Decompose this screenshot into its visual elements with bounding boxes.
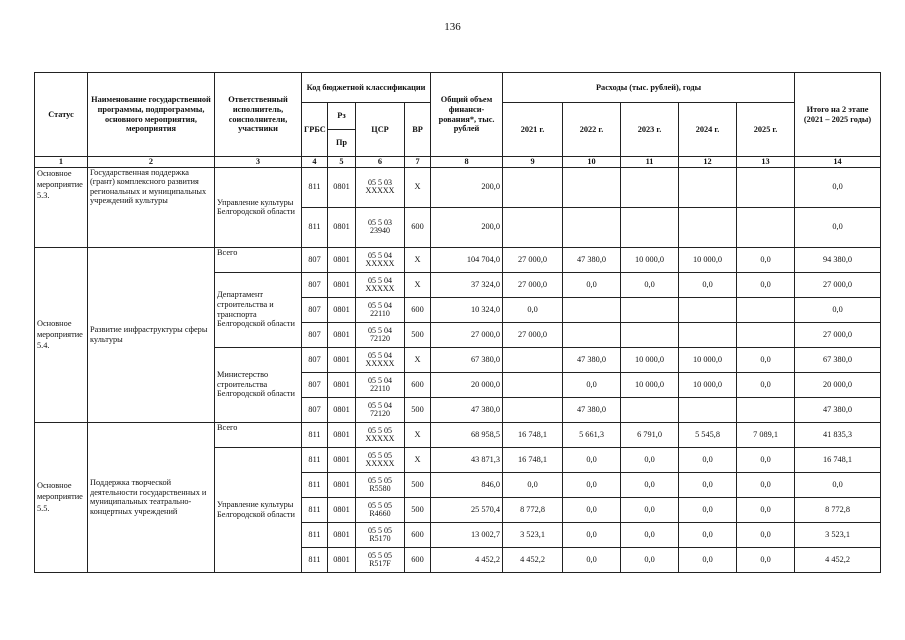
header-2023: 2023 г.: [621, 103, 679, 157]
year-2023-cell: [621, 397, 679, 422]
grbs-cell: 807: [302, 247, 328, 272]
year-2025-cell: 0,0: [737, 372, 795, 397]
vr-cell: X: [405, 447, 431, 472]
header-csr: ЦСР: [356, 103, 405, 157]
header-vr: ВР: [405, 103, 431, 157]
vr-cell: 500: [405, 472, 431, 497]
total-fin-cell: 4 452,2: [431, 547, 503, 572]
rz-pr-cell: 0801: [328, 272, 356, 297]
header-2021: 2021 г.: [503, 103, 563, 157]
header-rz: Рз: [328, 103, 356, 130]
grbs-cell: 811: [302, 472, 328, 497]
total-fin-cell: 200,0: [431, 207, 503, 247]
column-number: 10: [563, 157, 621, 168]
grbs-cell: 811: [302, 522, 328, 547]
year-2022-cell: 0,0: [563, 547, 621, 572]
name-cell: Развитие инфраструктуры сферы культуры: [88, 247, 215, 422]
total-fin-cell: 68 958,5: [431, 422, 503, 447]
year-2025-cell: 0,0: [737, 447, 795, 472]
total-fin-cell: 27 000,0: [431, 322, 503, 347]
year-2023-cell: [621, 322, 679, 347]
total-fin-cell: 10 324,0: [431, 297, 503, 322]
vr-cell: 600: [405, 372, 431, 397]
year-2022-cell: 0,0: [563, 447, 621, 472]
name-cell: Поддержка творческой деятельности государственных и муниципальных театрально-концертных учреждений: [88, 422, 215, 572]
total-fin-cell: 37 324,0: [431, 272, 503, 297]
total-fin-cell: 25 570,4: [431, 497, 503, 522]
header-2025: 2025 г.: [737, 103, 795, 157]
itogo-cell: 27 000,0: [795, 322, 881, 347]
vr-cell: X: [405, 272, 431, 297]
year-2023-cell: [621, 167, 679, 207]
column-number: 14: [795, 157, 881, 168]
itogo-cell: 47 380,0: [795, 397, 881, 422]
year-2024-cell: 0,0: [679, 447, 737, 472]
year-2025-cell: 0,0: [737, 247, 795, 272]
csr-cell: 05 5 04 XXXXX: [356, 272, 405, 297]
itogo-cell: 3 523,1: [795, 522, 881, 547]
rz-pr-cell: 0801: [328, 372, 356, 397]
csr-cell: 05 5 05 R5580: [356, 472, 405, 497]
year-2025-cell: 0,0: [737, 522, 795, 547]
csr-cell: 05 5 04 72120: [356, 397, 405, 422]
rz-pr-cell: 0801: [328, 322, 356, 347]
csr-cell: 05 5 05 R4660: [356, 497, 405, 522]
year-2023-cell: 0,0: [621, 272, 679, 297]
column-number: 8: [431, 157, 503, 168]
year-2021-cell: 27 000,0: [503, 322, 563, 347]
header-executor: Ответственный исполнитель, соисполнители, участники: [215, 73, 302, 157]
year-2021-cell: [503, 372, 563, 397]
grbs-cell: 807: [302, 322, 328, 347]
itogo-cell: 4 452,2: [795, 547, 881, 572]
executor-cell: Департамент строительства и транспорта Белгородской области: [215, 272, 302, 347]
vr-cell: 600: [405, 522, 431, 547]
year-2021-cell: 3 523,1: [503, 522, 563, 547]
itogo-cell: 20 000,0: [795, 372, 881, 397]
csr-cell: 05 5 04 22110: [356, 297, 405, 322]
header-status: Статус: [35, 73, 88, 157]
vr-cell: 600: [405, 297, 431, 322]
year-2024-cell: 0,0: [679, 547, 737, 572]
year-2024-cell: [679, 207, 737, 247]
grbs-cell: 811: [302, 547, 328, 572]
year-2024-cell: 10 000,0: [679, 247, 737, 272]
total-fin-cell: 43 871,3: [431, 447, 503, 472]
status-cell: Основное мероприятие 5.5.: [35, 422, 88, 572]
executor-cell: Министерство строительства Белгородской области: [215, 347, 302, 422]
executor-cell: Всего: [215, 247, 302, 272]
total-fin-cell: 47 380,0: [431, 397, 503, 422]
year-2021-cell: [503, 167, 563, 207]
grbs-cell: 807: [302, 272, 328, 297]
itogo-cell: 27 000,0: [795, 272, 881, 297]
budget-table: [34, 72, 881, 573]
total-fin-cell: 67 380,0: [431, 347, 503, 372]
year-2024-cell: 0,0: [679, 472, 737, 497]
csr-cell: 05 5 05 R5170: [356, 522, 405, 547]
column-number: 5: [328, 157, 356, 168]
year-2021-cell: [503, 397, 563, 422]
year-2023-cell: 0,0: [621, 547, 679, 572]
csr-cell: 05 5 05 R517F: [356, 547, 405, 572]
column-number: 4: [302, 157, 328, 168]
grbs-cell: 811: [302, 167, 328, 207]
itogo-cell: 0,0: [795, 472, 881, 497]
grbs-cell: 807: [302, 347, 328, 372]
grbs-cell: 807: [302, 297, 328, 322]
rz-pr-cell: 0801: [328, 472, 356, 497]
year-2025-cell: 0,0: [737, 472, 795, 497]
table-row: [35, 167, 881, 207]
column-numbers-row: [35, 157, 881, 168]
csr-cell: 05 5 04 72120: [356, 322, 405, 347]
year-2025-cell: [737, 167, 795, 207]
table-row: [35, 422, 881, 447]
rz-pr-cell: 0801: [328, 167, 356, 207]
year-2023-cell: 0,0: [621, 522, 679, 547]
year-2022-cell: 0,0: [563, 522, 621, 547]
year-2022-cell: 0,0: [563, 372, 621, 397]
table-row: [35, 247, 881, 272]
year-2021-cell: 8 772,8: [503, 497, 563, 522]
grbs-cell: 811: [302, 422, 328, 447]
year-2022-cell: [563, 167, 621, 207]
vr-cell: 600: [405, 547, 431, 572]
csr-cell: 05 5 04 XXXXX: [356, 347, 405, 372]
year-2021-cell: [503, 207, 563, 247]
year-2023-cell: 6 791,0: [621, 422, 679, 447]
year-2025-cell: [737, 397, 795, 422]
rz-pr-cell: 0801: [328, 397, 356, 422]
year-2021-cell: 16 748,1: [503, 447, 563, 472]
year-2023-cell: 0,0: [621, 472, 679, 497]
year-2022-cell: 0,0: [563, 272, 621, 297]
itogo-cell: 16 748,1: [795, 447, 881, 472]
itogo-cell: 0,0: [795, 207, 881, 247]
year-2025-cell: [737, 207, 795, 247]
year-2021-cell: 27 000,0: [503, 247, 563, 272]
column-number: 7: [405, 157, 431, 168]
grbs-cell: 811: [302, 207, 328, 247]
year-2024-cell: 0,0: [679, 272, 737, 297]
vr-cell: 500: [405, 322, 431, 347]
year-2024-cell: [679, 322, 737, 347]
total-fin-cell: 20 000,0: [431, 372, 503, 397]
year-2022-cell: 47 380,0: [563, 397, 621, 422]
year-2022-cell: 0,0: [563, 497, 621, 522]
rz-pr-cell: 0801: [328, 447, 356, 472]
column-number: 9: [503, 157, 563, 168]
year-2023-cell: 10 000,0: [621, 372, 679, 397]
header-expenses: Расходы (тыс. рублей), годы: [503, 73, 795, 103]
vr-cell: X: [405, 247, 431, 272]
year-2024-cell: 0,0: [679, 497, 737, 522]
column-number: 3: [215, 157, 302, 168]
vr-cell: X: [405, 422, 431, 447]
year-2025-cell: 7 089,1: [737, 422, 795, 447]
grbs-cell: 811: [302, 497, 328, 522]
csr-cell: 05 5 05 XXXXX: [356, 447, 405, 472]
executor-cell: Управление культуры Белгородской области: [215, 167, 302, 247]
grbs-cell: 807: [302, 372, 328, 397]
page-number: 136: [444, 21, 461, 33]
year-2021-cell: 27 000,0: [503, 272, 563, 297]
year-2023-cell: [621, 207, 679, 247]
year-2022-cell: [563, 322, 621, 347]
csr-cell: 05 5 05 XXXXX: [356, 422, 405, 447]
year-2024-cell: 0,0: [679, 522, 737, 547]
year-2023-cell: 10 000,0: [621, 347, 679, 372]
year-2024-cell: 10 000,0: [679, 347, 737, 372]
grbs-cell: 811: [302, 447, 328, 472]
rz-pr-cell: 0801: [328, 347, 356, 372]
column-number: 2: [88, 157, 215, 168]
table-body: [35, 73, 881, 573]
rz-pr-cell: 0801: [328, 547, 356, 572]
column-number: 11: [621, 157, 679, 168]
total-fin-cell: 200,0: [431, 167, 503, 207]
itogo-cell: 8 772,8: [795, 497, 881, 522]
column-number: 12: [679, 157, 737, 168]
header-budget-code: Код бюджетной классификации: [302, 73, 431, 103]
executor-cell: Всего: [215, 422, 302, 447]
csr-cell: 05 5 04 XXXXX: [356, 247, 405, 272]
itogo-cell: 94 380,0: [795, 247, 881, 272]
grbs-cell: 807: [302, 397, 328, 422]
vr-cell: 500: [405, 497, 431, 522]
year-2025-cell: 0,0: [737, 272, 795, 297]
name-cell: Государственная поддержка (грант) комплексного развития региональных и муниципальных учреждений культуры: [88, 167, 215, 247]
header-itogo: Итого на 2 этапе (2021 – 2025 годы): [795, 73, 881, 157]
header-total-fin: Общий объем финанси-рования*, тыс. рублей: [431, 73, 503, 157]
year-2021-cell: 0,0: [503, 297, 563, 322]
csr-cell: 05 5 03 23940: [356, 207, 405, 247]
itogo-cell: 0,0: [795, 297, 881, 322]
year-2021-cell: [503, 347, 563, 372]
header-grbs: ГРБС: [302, 103, 328, 157]
year-2023-cell: [621, 297, 679, 322]
year-2024-cell: [679, 297, 737, 322]
total-fin-cell: 13 002,7: [431, 522, 503, 547]
executor-cell: Управление культуры Белгородской области: [215, 447, 302, 572]
year-2022-cell: [563, 207, 621, 247]
itogo-cell: 67 380,0: [795, 347, 881, 372]
total-fin-cell: 846,0: [431, 472, 503, 497]
total-fin-cell: 104 704,0: [431, 247, 503, 272]
rz-pr-cell: 0801: [328, 207, 356, 247]
year-2022-cell: 47 380,0: [563, 247, 621, 272]
year-2021-cell: 16 748,1: [503, 422, 563, 447]
year-2025-cell: [737, 322, 795, 347]
year-2024-cell: [679, 397, 737, 422]
rz-pr-cell: 0801: [328, 522, 356, 547]
rz-pr-cell: 0801: [328, 297, 356, 322]
year-2025-cell: [737, 297, 795, 322]
year-2024-cell: 5 545,8: [679, 422, 737, 447]
year-2022-cell: 5 661,3: [563, 422, 621, 447]
year-2024-cell: [679, 167, 737, 207]
vr-cell: X: [405, 347, 431, 372]
column-number: 13: [737, 157, 795, 168]
vr-cell: 600: [405, 207, 431, 247]
status-cell: Основное мероприятие 5.4.: [35, 247, 88, 422]
vr-cell: 500: [405, 397, 431, 422]
column-number: 6: [356, 157, 405, 168]
year-2025-cell: 0,0: [737, 347, 795, 372]
year-2025-cell: 0,0: [737, 547, 795, 572]
column-number: 1: [35, 157, 88, 168]
header-pr: Пр: [328, 130, 356, 157]
year-2023-cell: 0,0: [621, 447, 679, 472]
csr-cell: 05 5 03 XXXXX: [356, 167, 405, 207]
vr-cell: X: [405, 167, 431, 207]
year-2022-cell: 0,0: [563, 472, 621, 497]
year-2021-cell: 4 452,2: [503, 547, 563, 572]
csr-cell: 05 5 04 22110: [356, 372, 405, 397]
year-2021-cell: 0,0: [503, 472, 563, 497]
header-name: Наименование государственной программы, подпрограммы, основного мероприятия, мероприятия: [88, 73, 215, 157]
year-2023-cell: 0,0: [621, 497, 679, 522]
header-2022: 2022 г.: [563, 103, 621, 157]
year-2022-cell: [563, 297, 621, 322]
rz-pr-cell: 0801: [328, 422, 356, 447]
rz-pr-cell: 0801: [328, 247, 356, 272]
year-2024-cell: 10 000,0: [679, 372, 737, 397]
rz-pr-cell: 0801: [328, 497, 356, 522]
year-2023-cell: 10 000,0: [621, 247, 679, 272]
itogo-cell: 0,0: [795, 167, 881, 207]
status-cell: Основное мероприятие 5.3.: [35, 167, 88, 247]
year-2022-cell: 47 380,0: [563, 347, 621, 372]
itogo-cell: 41 835,3: [795, 422, 881, 447]
header-2024: 2024 г.: [679, 103, 737, 157]
year-2025-cell: 0,0: [737, 497, 795, 522]
